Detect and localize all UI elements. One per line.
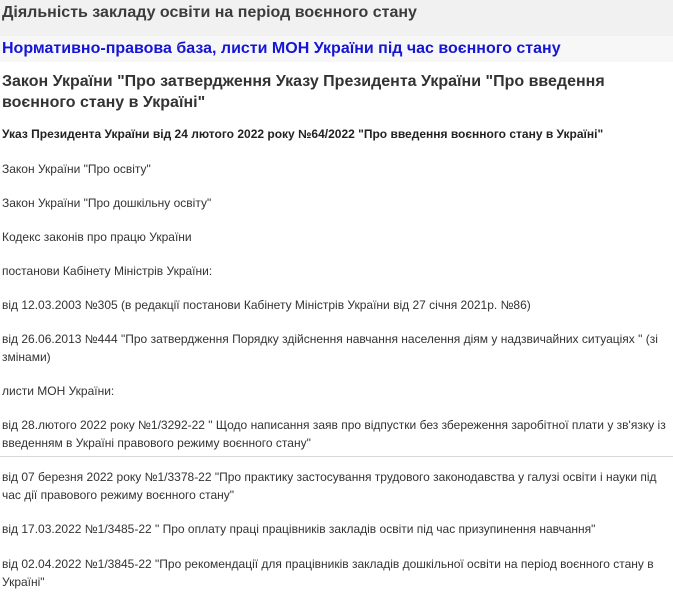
law-title: Закон України "Про затвердження Указу Президента України "Про введення воєнного стану в Україні" bbox=[2, 73, 605, 111]
item-letter-3485: від 17.03.2022 №1/3485-22 " Про оплату праці працівників закладів освіти під час призупинення навчання" bbox=[2, 522, 596, 536]
item-resolution-305: від 12.03.2003 №305 (в редакції постанови Кабінету Міністрів України від 27 січня 2021р. №86) bbox=[2, 298, 531, 312]
section-link-normative-base[interactable]: Нормативно-правова база, листи МОН України під час воєнного стану bbox=[2, 40, 561, 57]
decree-heading: Указ Президента України від 24 лютого 2022 року №64/2022 "Про введення воєнного стану в Україні" bbox=[2, 127, 604, 141]
item-mon-letters: листи МОН України: bbox=[2, 384, 115, 398]
page-header bbox=[0, 0, 673, 36]
item-law-education: Закон України "Про освіту" bbox=[2, 162, 151, 176]
item-letter-3845: від 02.04.2022 №1/3845-22 "Про рекомендації для працівників закладів дошкільної освіти на період воєнного стану в Україні" bbox=[2, 557, 654, 589]
item-law-preschool-education: Закон України "Про дошкільну освіту" bbox=[2, 196, 212, 210]
page-title: Діяльність закладу освіти на період воєнного стану bbox=[2, 4, 417, 21]
item-letter-3292: від 28.лютого 2022 року №1/3292-22 " Щодо написання заяв про відпустки без збереження заробітної плати у зв'язку із введенням в Україні правового режиму воєнного стану" bbox=[2, 418, 666, 450]
divider bbox=[0, 456, 673, 457]
item-letter-3378: від 07 березня 2022 року №1/3378-22 "Про практику застосування трудового законодавства у галузі освіти і науки під час дії правового режиму воєнного стану" bbox=[2, 470, 657, 502]
item-labor-code: Кодекс законів про працю України bbox=[2, 230, 192, 244]
item-resolution-444: від 26.06.2013 №444 "Про затвердження Порядку здійснення навчання населення діям у надзвичайних ситуаціях " (зі змінами) bbox=[2, 332, 658, 364]
item-cabinet-resolutions: постанови Кабінету Міністрів України: bbox=[2, 264, 213, 278]
